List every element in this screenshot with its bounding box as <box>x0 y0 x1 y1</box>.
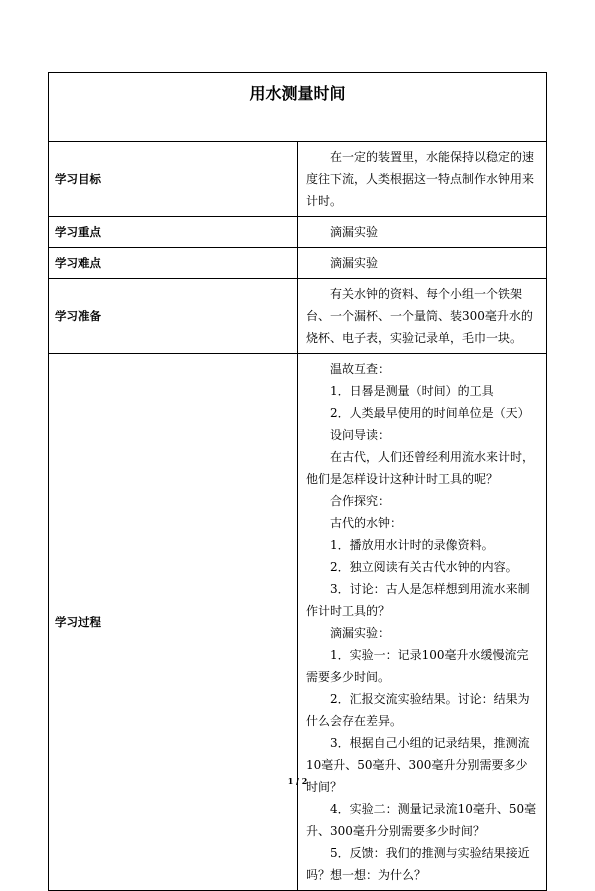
content-goal <box>298 142 547 217</box>
lesson-plan-table <box>48 72 547 891</box>
prep-text: 有关水钟的资料、每个小组一个铁架台、一个漏杯、一个量筒、装300毫升水的烧杯、电子表，实验记录单，毛巾一块。 <box>306 287 533 345</box>
row-prep <box>49 279 547 354</box>
goal-text: 在一定的装置里，水能保持以稳定的速度往下流，人类根据这一特点制作水钟用来计时。 <box>306 150 535 208</box>
label-key: 学习重点 <box>49 217 298 248</box>
document-title: 用水测量时间 <box>49 73 547 142</box>
process-line: 3．根据自己小组的记录结果，推测流10毫升、50毫升、300毫升分别需要多少时间？ <box>306 736 530 794</box>
process-line: 温故互查： <box>330 362 391 376</box>
row-key <box>49 217 547 248</box>
content-key <box>298 217 547 248</box>
process-line: 在古代，人们还曾经利用流水来计时，他们是怎样设计这种计时工具的呢？ <box>306 450 535 486</box>
process-line: 4．实验二：测量记录流10毫升、50毫升、300毫升分别需要多少时间？ <box>306 802 537 838</box>
label-goal: 学习目标 <box>49 142 298 217</box>
row-goal <box>49 142 547 217</box>
row-difficulty <box>49 248 547 279</box>
process-line: 1．日晷是测量（时间）的工具 <box>330 384 494 398</box>
key-text: 滴漏实验 <box>330 225 379 239</box>
process-line: 3．讨论：古人是怎样想到用流水来制作计时工具的？ <box>306 582 530 618</box>
process-line: 1．实验一：记录100毫升水缓慢流完需要多少时间。 <box>306 648 529 684</box>
process-line: 2．独立阅读有关古代水钟的内容。 <box>330 560 518 574</box>
process-line: 2．人类最早使用的时间单位是（天） <box>330 406 530 420</box>
process-line: 古代的水钟： <box>330 516 403 530</box>
process-line: 设问导读： <box>330 428 391 442</box>
label-process: 学习过程 <box>49 354 298 891</box>
process-line: 合作探究： <box>330 494 391 508</box>
process-line: 5．反馈：我们的推测与实验结果接近吗？想一想：为什么？ <box>306 846 530 882</box>
label-prep: 学习准备 <box>49 279 298 354</box>
content-prep <box>298 279 547 354</box>
content-process <box>298 354 547 891</box>
row-process <box>49 354 547 891</box>
label-difficulty: 学习难点 <box>49 248 298 279</box>
process-line: 2．汇报交流实验结果。讨论：结果为什么会存在差异。 <box>306 692 530 728</box>
content-difficulty <box>298 248 547 279</box>
process-line: 1．播放用水计时的录像资料。 <box>330 538 494 552</box>
title-row <box>49 73 547 142</box>
page-number: 1 / 2 <box>287 776 308 786</box>
process-line: 滴漏实验： <box>330 626 391 640</box>
difficulty-text: 滴漏实验 <box>330 256 379 270</box>
